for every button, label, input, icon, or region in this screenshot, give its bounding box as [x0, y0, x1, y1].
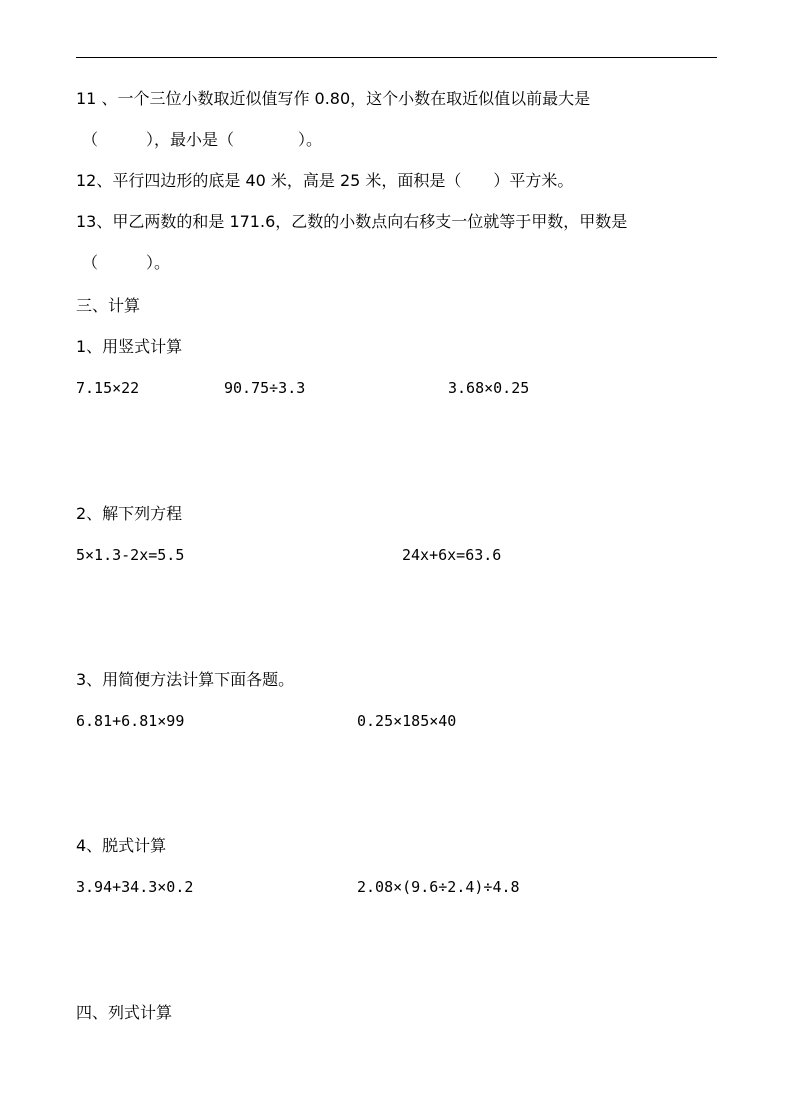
part-3-expr-1: 6.81+6.81×99	[76, 712, 185, 730]
header-rule	[76, 57, 717, 58]
part-2-expr-2: 24x+6x=63.6	[402, 546, 502, 564]
part-1-title: 1、用竖式计算	[76, 337, 183, 356]
part-1-expr-3: 3.68×0.25	[448, 379, 530, 397]
part-4-expr-1: 3.94+34.3×0.2	[76, 878, 194, 896]
part-1-expr-2: 90.75÷3.3	[224, 379, 306, 397]
question-11-line-2: （ ），最小是（ ）。	[82, 130, 323, 149]
question-11-line-1: 11 、一个三位小数取近似值写作 0.80，这个小数在取近似值以前最大是	[76, 89, 591, 108]
question-13-line-2: （ ）。	[82, 253, 171, 272]
question-13-line-1: 13、甲乙两数的和是 171.6，乙数的小数点向右移支一位就等于甲数，甲数是	[76, 212, 628, 231]
part-3-title: 3、用简便方法计算下面各题。	[76, 670, 295, 689]
part-4-title: 4、脱式计算	[76, 836, 167, 855]
part-3-expr-2: 0.25×185×40	[357, 712, 457, 730]
part-2-expr-1: 5×1.3-2x=5.5	[76, 546, 185, 564]
part-1-expr-1: 7.15×22	[76, 379, 140, 397]
section-4-title: 四、列式计算	[76, 1003, 173, 1022]
part-4-expr-2: 2.08×(9.6÷2.4)÷4.8	[357, 878, 520, 896]
section-3-title: 三、计算	[76, 296, 141, 315]
part-2-title: 2、解下列方程	[76, 504, 183, 523]
question-12: 12、平行四边形的底是 40 米，高是 25 米，面积是（ ）平方米。	[76, 171, 574, 190]
